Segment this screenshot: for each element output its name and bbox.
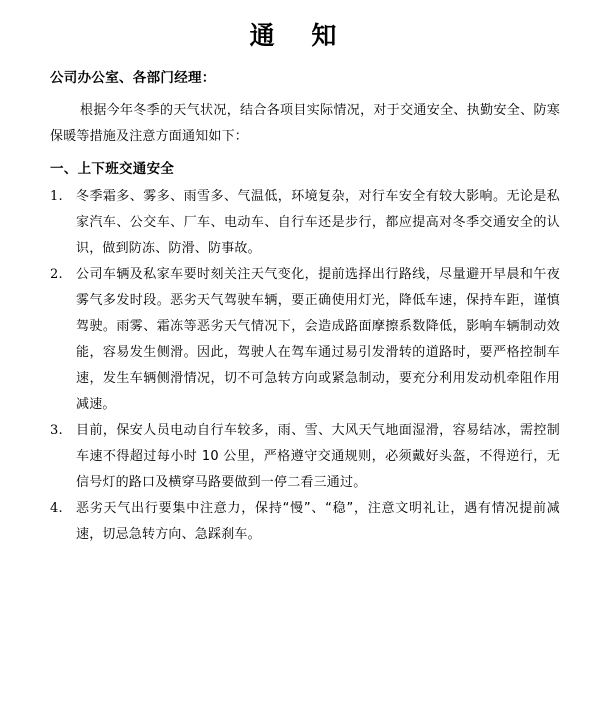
list-item-number: 1.	[50, 189, 63, 204]
list-item-text: 冬季霜多、雾多、雨雪多、气温低，环境复杂，对行车安全有较大影响。无论是私家汽车、公交车、厂车、电动车、自行车还是步行，都应提高对冬季交通安全的认识，做到防冻、防滑、防事故。	[76, 189, 560, 256]
list-item	[50, 184, 560, 262]
list-item	[50, 262, 560, 418]
section-heading-traffic-safety: 一、上下班交通安全	[50, 161, 175, 177]
numbered-list	[40, 184, 560, 548]
list-item-number: 3.	[50, 423, 63, 438]
addressee-line: 公司办公室、各部门经理：	[50, 70, 216, 86]
list-item-text: 公司车辆及私家车要时刻关注天气变化，提前选择出行路线，尽量避开早晨和午夜雾气多发时段。恶劣天气驾驶车辆，要正确使用灯光，降低车速，保持车距，谨慎驾驶。雨雾、霜冻等恶劣天气情况下，会造成路面摩擦系数降低，影响车辆制动效能，容易发生侧滑。因此，驾驶人在驾车通过易引发滑转的道路时，要严格控制车速，发生车辆侧滑情况，切不可急转方向或紧急制动，要充分利用发动机牵阻作用减速。	[76, 267, 560, 412]
page-title: 通 知	[249, 21, 351, 50]
list-item	[50, 418, 560, 496]
list-item-text: 恶劣天气出行要集中注意力，保持“慢”、“稳”，注意文明礼让，遇有情况提前减速，切忌急转方向、急踩刹车。	[76, 501, 560, 542]
intro-paragraph: 根据今年冬季的天气状况，结合各项目实际情况，对于交通安全、执勤安全、防寒保暖等措施及注意方面通知如下：	[50, 103, 560, 144]
list-item-number: 2.	[50, 267, 63, 282]
list-item-number: 4.	[50, 501, 63, 516]
list-item-text: 目前，保安人员电动自行车较多，雨、雪、大风天气地面湿滑，容易结冰，需控制车速不得超过每小时 10 公里，严格遵守交通规则，必须戴好头盔，不得逆行，无信号灯的路口及横穿马路要做到一停二看三通过。	[76, 423, 560, 490]
list-item	[50, 496, 560, 548]
